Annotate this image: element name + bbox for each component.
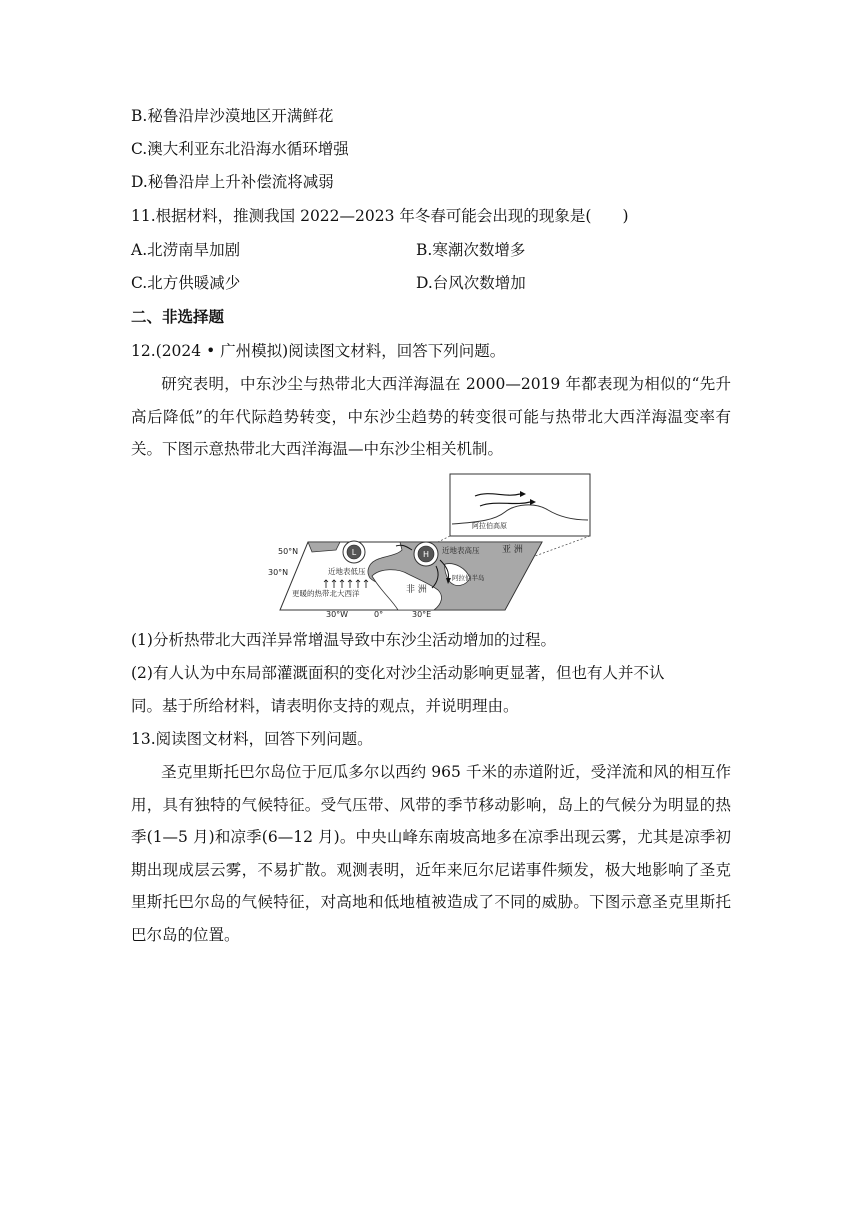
q11-stem: 11.根据材料，推测我国 2022—2023 年冬春可能会出现的现象是( ) <box>131 207 629 225</box>
q10-option-b: B.秘鲁沿岸沙漠地区开满鲜花 <box>131 107 334 125</box>
label-asia: 亚 洲 <box>502 545 523 555</box>
section-heading: 二、非选择题 <box>131 308 225 326</box>
label-arabian-plateau: 阿拉伯高原 <box>472 522 507 530</box>
label-lon-30e: 30°E <box>412 610 432 619</box>
q11-option-c: C.北方供暖减少 <box>131 274 241 292</box>
q10-option-d: D.秘鲁沿岸上升补偿流将减弱 <box>131 173 334 191</box>
label-arabian-peninsula: 阿拉伯半岛 <box>452 574 485 582</box>
q12-sub2-line2: 同。基于所给材料，请表明你支持的观点，并说明理由。 <box>131 697 519 715</box>
label-lat-50n: 50°N <box>278 547 299 556</box>
label-high-pressure: 近地表高压 <box>442 546 480 555</box>
q10-option-c: C.澳大利亚东北沿海水循环增强 <box>131 140 349 158</box>
label-atlantic: 更暖的热带北大西洋 <box>292 589 360 598</box>
q12-material <box>131 368 731 466</box>
q11-option-d: D.台风次数增加 <box>416 274 526 292</box>
q12-stem: 12.(2024 • 广州模拟)阅读图文材料，回答下列问题。 <box>131 342 506 360</box>
inset-box <box>450 474 590 536</box>
label-lat-30n: 30°N <box>268 568 289 577</box>
q13-stem: 13.阅读图文材料，回答下列问题。 <box>131 730 373 748</box>
q12-material-text: 研究表明，中东沙尘与热带北大西洋海温在 2000—2019 年都表现为相似的“先升高后降低”的年代际趋势转变，中东沙尘趋势的转变很可能与热带北大西洋海温变率有关。下图示意热带北大西洋海温—中东沙尘相关机制。 <box>131 375 731 458</box>
high-pressure-symbol: H <box>422 550 430 559</box>
atlantic-dust-mechanism-figure <box>268 472 600 622</box>
q13-material <box>131 756 731 951</box>
label-africa: 非 洲 <box>406 585 427 595</box>
q13-material-text: 圣克里斯托巴尔岛位于厄瓜多尔以西约 965 千米的赤道附近，受洋流和风的相互作用，具有独特的气候特征。受气压带、风带的季节移动影响，岛上的气候分为明显的热季(1—5 月)和凉季(6—12 月)。中央山峰东南坡高地多在凉季出现云雾，尤其是凉季初期出现成层云雾，不易扩散。观测表明，近年来厄尔尼诺事件频发，极大地影响了圣克里斯托巴尔岛的气候特征，对高地和低地植被造成了不同的威胁。下图示意圣克里斯托巴尔岛的位置。 <box>131 763 731 944</box>
q12-sub2-line1: (2)有人认为中东局部灌溉面积的变化对沙尘活动影响更显著，但也有人并不认 <box>131 664 665 682</box>
label-low-pressure: 近地表低压 <box>328 567 366 576</box>
q11-option-a: A.北涝南旱加剧 <box>131 241 241 259</box>
low-pressure-symbol: L <box>351 548 357 557</box>
label-lon-30w: 30°W <box>326 610 349 619</box>
q11-option-b: B.寒潮次数增多 <box>416 241 526 259</box>
label-lon-0: 0° <box>374 610 384 619</box>
q12-sub1: (1)分析热带北大西洋异常增温导致中东沙尘活动增加的过程。 <box>131 631 556 649</box>
